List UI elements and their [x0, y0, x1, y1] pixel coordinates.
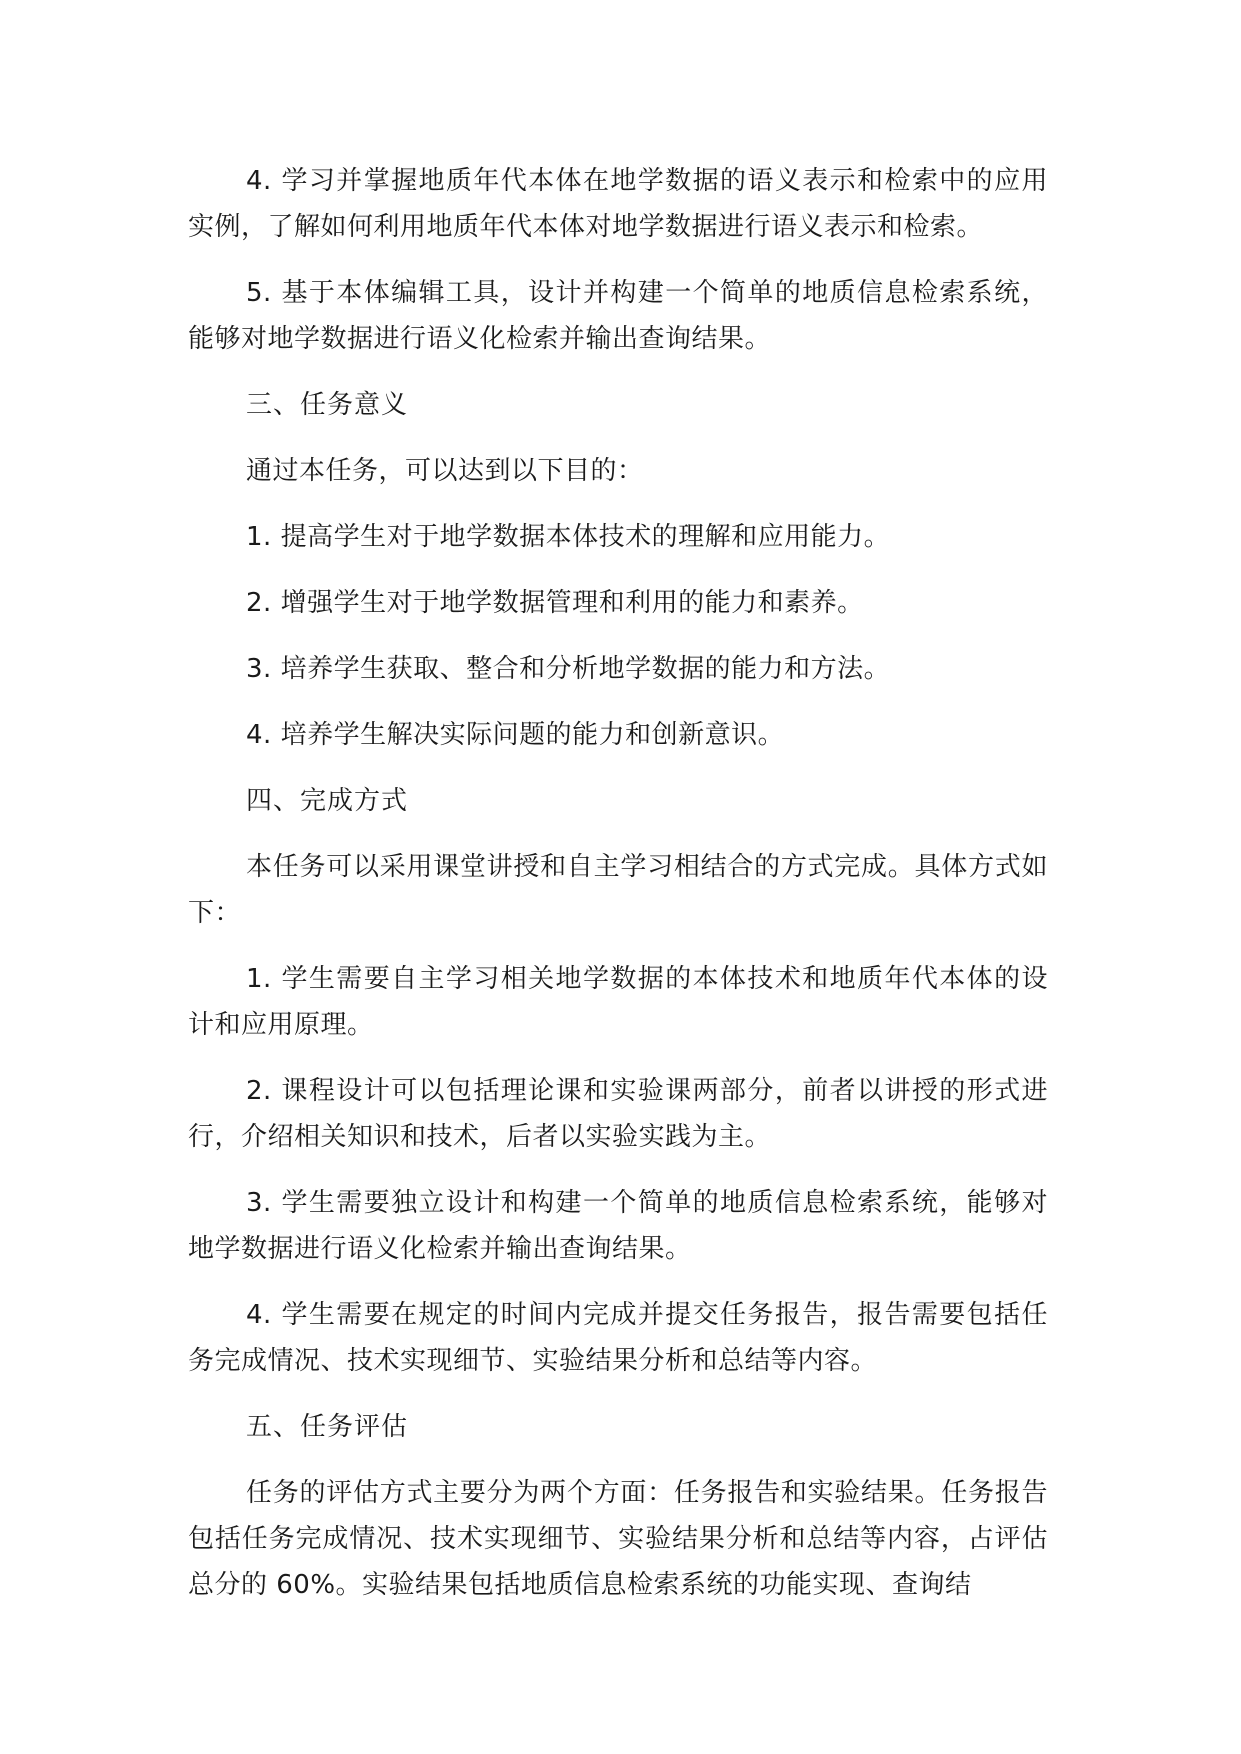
section-heading-completion-method: 四、完成方式	[246, 786, 409, 816]
method-item-4: 4. 学生需要在规定的时间内完成并提交任务报告，报告需要包括任务完成情况、技术实现细节、实验结果分析和总结等内容。	[188, 1300, 1048, 1376]
goal-item-1: 1. 提高学生对于地学数据本体技术的理解和应用能力。	[246, 522, 891, 552]
intro-paragraph-method: 本任务可以采用课堂讲授和自主学习相结合的方式完成。具体方式如下：	[188, 852, 1048, 928]
goal-item-2: 2. 增强学生对于地学数据管理和利用的能力和素养。	[246, 588, 864, 618]
goal-item-3: 3. 培养学生获取、整合和分析地学数据的能力和方法。	[246, 654, 891, 684]
section-heading-task-significance: 三、任务意义	[246, 390, 409, 420]
list-item-build-retrieval-system: 5. 基于本体编辑工具，设计并构建一个简单的地质信息检索系统，能够对地学数据进行语义化检索并输出查询结果。	[188, 278, 1048, 354]
evaluation-paragraph: 任务的评估方式主要分为两个方面：任务报告和实验结果。任务报告包括任务完成情况、技术实现细节、实验结果分析和总结等内容，占评估总分的 60%。实验结果包括地质信息检索系统的功能实现、查询结	[188, 1478, 1048, 1600]
method-item-2: 2. 课程设计可以包括理论课和实验课两部分，前者以讲授的形式进行，介绍相关知识和技术，后者以实验实践为主。	[188, 1076, 1048, 1152]
method-item-3: 3. 学生需要独立设计和构建一个简单的地质信息检索系统，能够对地学数据进行语义化检索并输出查询结果。	[188, 1188, 1048, 1264]
method-item-1: 1. 学生需要自主学习相关地学数据的本体技术和地质年代本体的设计和应用原理。	[188, 964, 1048, 1040]
document-body	[188, 158, 1048, 1608]
section-heading-task-evaluation: 五、任务评估	[246, 1412, 409, 1442]
intro-paragraph-goals: 通过本任务，可以达到以下目的：	[246, 456, 644, 486]
list-item-learn-ontology-application: 4. 学习并掌握地质年代本体在地学数据的语义表示和检索中的应用实例，了解如何利用地质年代本体对地学数据进行语义表示和检索。	[188, 166, 1048, 242]
goal-item-4: 4. 培养学生解决实际问题的能力和创新意识。	[246, 720, 785, 750]
